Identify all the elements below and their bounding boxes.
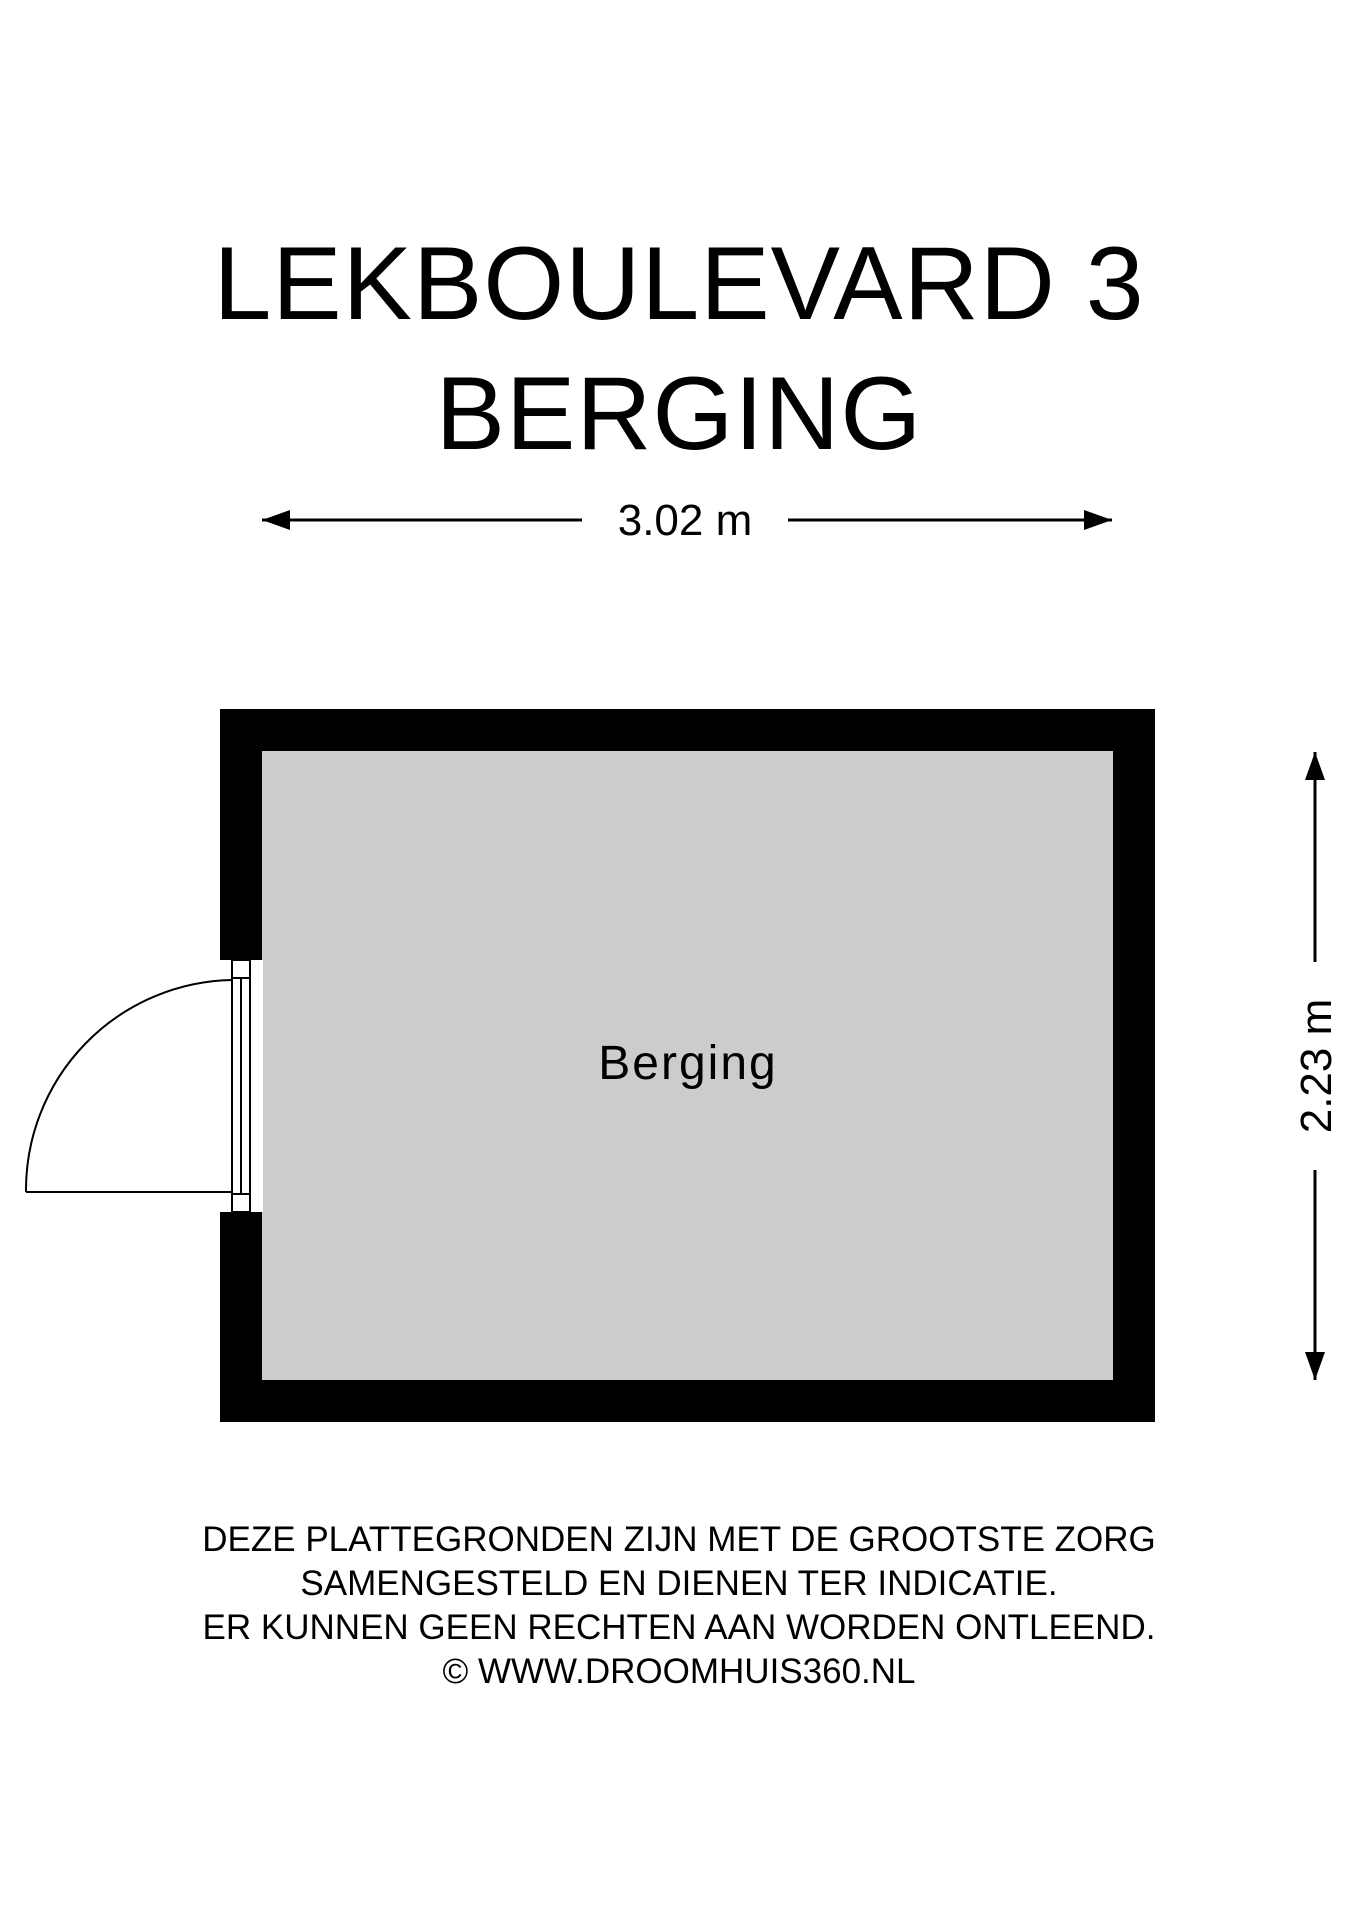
door xyxy=(26,960,250,1212)
height-dimension xyxy=(1292,752,1341,1380)
height-arrow-top xyxy=(1305,752,1325,780)
plan-title-room: BERGING xyxy=(435,356,923,472)
door-swing-arc xyxy=(26,980,232,1192)
plan-title-address: LEKBOULEVARD 3 xyxy=(213,226,1145,342)
copyright-line: © WWW.DROOMHUIS360.NL xyxy=(442,1652,916,1691)
disclaimer xyxy=(0,1518,1358,1694)
disclaimer-line-1: DEZE PLATTEGRONDEN ZIJN MET DE GROOTSTE ZORG xyxy=(202,1520,1156,1559)
room-berging xyxy=(219,709,1155,1422)
width-dimension-label: 3.02 m xyxy=(617,496,753,545)
height-arrow-bottom xyxy=(1305,1352,1325,1380)
room-label: Berging xyxy=(598,1037,778,1090)
disclaimer-line-2: SAMENGESTELD EN DIENEN TER INDICATIE. xyxy=(300,1564,1058,1603)
width-arrow-right xyxy=(1084,510,1112,530)
width-dimension xyxy=(262,496,1112,545)
door-frame-bottom xyxy=(232,1194,250,1212)
door-frame-top xyxy=(232,960,250,978)
width-arrow-left xyxy=(262,510,290,530)
disclaimer-line-3: ER KUNNEN GEEN RECHTEN AAN WORDEN ONTLEEND. xyxy=(202,1608,1156,1647)
height-dimension-label: 2.23 m xyxy=(1292,998,1341,1134)
